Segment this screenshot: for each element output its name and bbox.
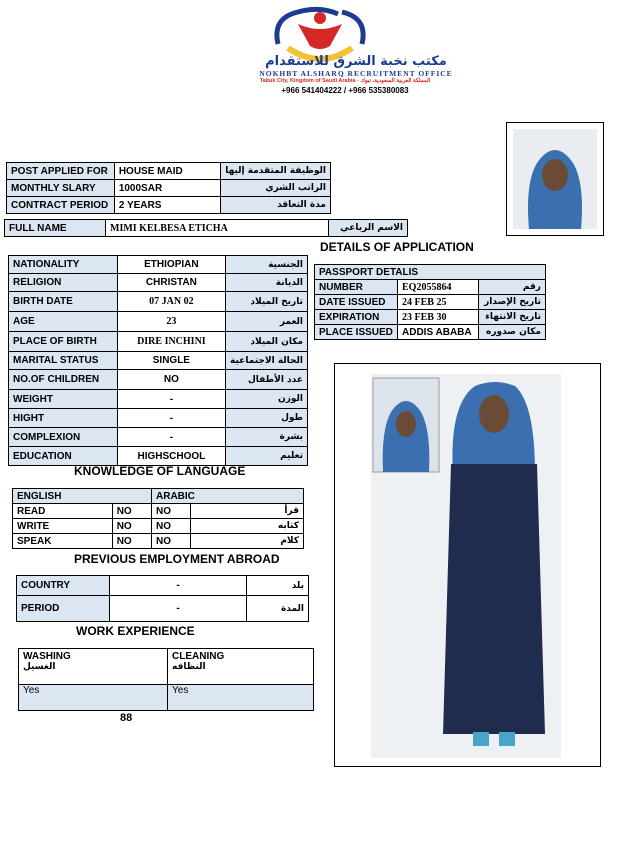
details-title: DETAILS OF APPLICATION — [320, 240, 474, 254]
write-label-ar: كتابه — [191, 519, 304, 534]
nationality-value: ETHIOPIAN — [117, 256, 225, 274]
education-value: HIGHSCHOOL — [117, 447, 225, 466]
washing-cell — [19, 649, 168, 685]
passport-photo — [506, 122, 604, 236]
birth-date-value: 07 JAN 02 — [117, 292, 225, 312]
nationality-label: NATIONALITY — [9, 256, 118, 274]
birth-date-label: BIRTH DATE — [9, 292, 118, 312]
marital-status-value: SINGLE — [117, 352, 225, 370]
full-body-image — [335, 364, 600, 766]
marital-status-label-ar: الحالة الاجتماعية — [226, 352, 308, 370]
height-label-ar: طول — [226, 409, 308, 428]
children-label-ar: عدد الأطفال — [226, 370, 308, 390]
birth-date-label-ar: تاريخ الميلاد — [226, 292, 308, 312]
age-value: 23 — [117, 312, 225, 332]
date-issued-value: 24 FEB 25 — [398, 295, 479, 310]
passport-number-label-ar: رقم — [479, 280, 546, 295]
language-title: KNOWLEDGE OF LANGUAGE — [74, 464, 246, 478]
work-table — [18, 648, 314, 711]
full-name-label-ar: الاسم الرباعي — [329, 220, 408, 237]
read-label-ar: قرأ — [191, 504, 304, 519]
write-arabic-value: NO — [152, 519, 191, 534]
cleaning-label-ar: النظافه — [172, 662, 206, 672]
date-issued-label: DATE ISSUED — [315, 295, 398, 310]
weight-value: - — [117, 390, 225, 409]
read-arabic-value: NO — [152, 504, 191, 519]
employment-title: PREVIOUS EMPLOYMENT ABROAD — [74, 552, 280, 566]
passport-number-label: NUMBER — [315, 280, 398, 295]
speak-label: SPEAK — [13, 534, 113, 549]
complexion-label: COMPLEXION — [9, 428, 118, 447]
date-issued-label-ar: تاريخ الإصدار — [479, 295, 546, 310]
expiration-label-ar: تاريخ الانتهاء — [479, 310, 546, 325]
weight-label: WEIGHT — [9, 390, 118, 409]
complexion-value: - — [117, 428, 225, 447]
education-label: EDUCATION — [9, 447, 118, 466]
age-label-ar: العمر — [226, 312, 308, 332]
work-title: WORK EXPERIENCE — [76, 624, 195, 638]
read-english-value: NO — [112, 504, 151, 519]
write-english-value: NO — [112, 519, 151, 534]
personal-details-table — [8, 255, 308, 466]
reference-number: 88 — [120, 712, 133, 724]
employment-table — [16, 575, 309, 622]
portrait-image — [507, 123, 603, 235]
arabic-column-header: ARABIC — [152, 489, 304, 504]
education-label-ar: تعليم — [226, 447, 308, 466]
post-value: HOUSE MAID — [114, 163, 220, 180]
religion-label-ar: الديانة — [226, 274, 308, 292]
salary-value: 1000SAR — [114, 180, 220, 197]
country-label: COUNTRY — [17, 576, 110, 596]
washing-label-ar: الغسيل — [23, 662, 56, 672]
period-value: - — [110, 596, 247, 622]
salary-label: MONTHLY SLARY — [7, 180, 115, 197]
contract-value: 2 YEARS — [114, 197, 220, 214]
cleaning-label: CLEANING — [172, 651, 225, 662]
place-issued-label: PLACE ISSUED — [315, 325, 398, 340]
cleaning-cell — [168, 649, 314, 685]
job-table — [6, 162, 331, 214]
speak-english-value: NO — [112, 534, 151, 549]
office-name-arabic: مكتب نخبة الشرق للاستقدام — [265, 54, 447, 69]
salary-label-ar: الراتب الشري — [221, 180, 331, 197]
post-label: POST APPLIED FOR — [7, 163, 115, 180]
height-value: - — [117, 409, 225, 428]
children-label: NO.OF CHILDREN — [9, 370, 118, 390]
country-value: - — [110, 576, 247, 596]
read-label: READ — [13, 504, 113, 519]
washing-value: Yes — [19, 685, 168, 711]
religion-value: CHRISTAN — [117, 274, 225, 292]
marital-status-label: MARITAL STATUS — [9, 352, 118, 370]
contract-label-ar: مدة التعاقد — [221, 197, 331, 214]
passport-title: PASSPORT DETALIS — [315, 265, 546, 280]
place-issued-label-ar: مكان صدوره — [479, 325, 546, 340]
full-name-value: MIMI KELBESA ETICHA — [106, 220, 329, 237]
place-of-birth-value: DIRE INCHINI — [117, 332, 225, 352]
weight-label-ar: الوزن — [226, 390, 308, 409]
passport-table — [314, 264, 546, 340]
religion-label: RELIGION — [9, 274, 118, 292]
office-name-english: NOKHBT ALSHARQ RECRUITMENT OFFICE — [259, 69, 453, 78]
complexion-label-ar: بشرة — [226, 428, 308, 447]
language-table — [12, 488, 304, 549]
place-of-birth-label: PLACE OF BIRTH — [9, 332, 118, 352]
period-label-ar: المدة — [247, 596, 309, 622]
full-name-label: FULL NAME — [5, 220, 106, 237]
period-label: PERIOD — [17, 596, 110, 622]
nationality-label-ar: الجنسية — [226, 256, 308, 274]
write-label: WRITE — [13, 519, 113, 534]
washing-label: WASHING — [23, 651, 71, 662]
expiration-value: 23 FEB 30 — [398, 310, 479, 325]
contract-label: CONTRACT PERIOD — [7, 197, 115, 214]
place-of-birth-label-ar: مكان الميلاد — [226, 332, 308, 352]
full-name-table — [4, 219, 408, 237]
age-label: AGE — [9, 312, 118, 332]
country-label-ar: بلد — [247, 576, 309, 596]
height-label: HIGHT — [9, 409, 118, 428]
english-column-header: ENGLISH — [13, 489, 152, 504]
full-length-photo — [334, 363, 601, 767]
passport-number-value: EQ2055864 — [398, 280, 479, 295]
speak-arabic-value: NO — [152, 534, 191, 549]
children-value: NO — [117, 370, 225, 390]
post-label-ar: الوظيفة المتقدمة إليها — [221, 163, 331, 180]
cleaning-value: Yes — [168, 685, 314, 711]
speak-label-ar: كلام — [191, 534, 304, 549]
expiration-label: EXPIRATION — [315, 310, 398, 325]
office-location: Tabuk City, Kingdom of Saudi Arabia - المملكة العربية السعودية، تبوك — [259, 78, 431, 84]
office-phones: +966 541404222 / +966 535380083 — [281, 86, 409, 95]
place-issued-value: ADDIS ABABA — [398, 325, 479, 340]
